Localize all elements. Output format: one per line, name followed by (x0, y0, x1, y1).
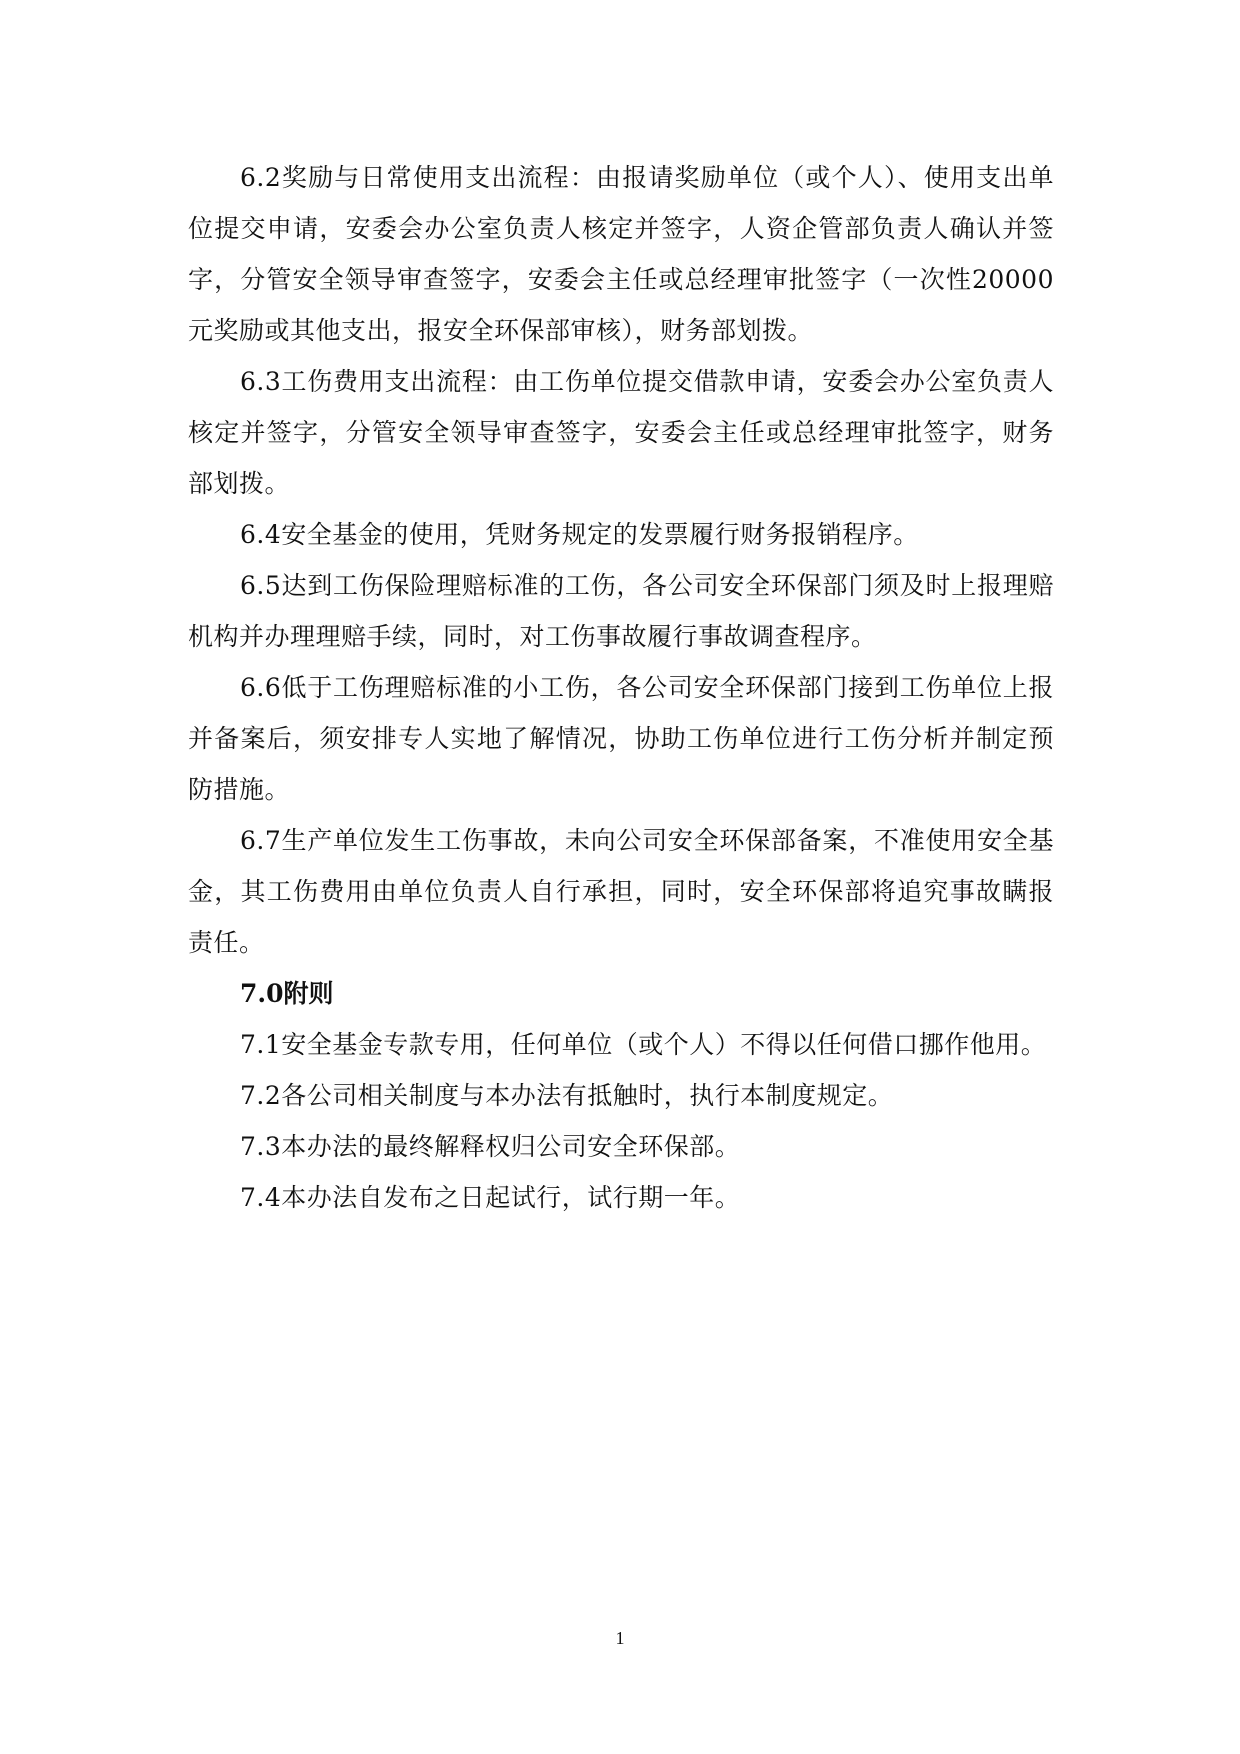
paragraph-7-2: 7.2各公司相关制度与本办法有抵触时，执行本制度规定。 (240, 1081, 894, 1110)
section-7-heading: 7.0附则 (240, 979, 334, 1008)
paragraph-6-6: 6.6低于工伤理赔标准的小工伤，各公司安全环保部门接到工伤单位上报并备案后，须安排专人实地了解情况，协助工伤单位进行工伤分析并制定预防措施。 (188, 673, 1054, 804)
paragraph-6-4: 6.4安全基金的使用，凭财务规定的发票履行财务报销程序。 (240, 520, 919, 549)
paragraph-6-3: 6.3工伤费用支出流程：由工伤单位提交借款申请，安委会办公室负责人核定并签字，分管安全领导审查签字，安委会主任或总经理审批签字，财务部划拨。 (188, 367, 1054, 498)
paragraph-6-7: 6.7生产单位发生工伤事故，未向公司安全环保部备案，不准使用安全基金，其工伤费用由单位负责人自行承担，同时，安全环保部将追究事故瞒报责任。 (188, 826, 1054, 957)
paragraph-6-5: 6.5达到工伤保险理赔标准的工伤，各公司安全环保部门须及时上报理赔机构并办理理赔手续，同时，对工伤事故履行事故调查程序。 (188, 571, 1054, 651)
paragraph-7-1: 7.1安全基金专款专用，任何单位（或个人）不得以任何借口挪作他用。 (240, 1030, 1047, 1059)
page-number: 1 (615, 1628, 625, 1648)
paragraph-7-3: 7.3本办法的最终解释权归公司安全环保部。 (240, 1132, 741, 1161)
document-body (188, 152, 1054, 1223)
paragraph-6-2: 6.2奖励与日常使用支出流程：由报请奖励单位（或个人）、使用支出单位提交申请，安委会办公室负责人核定并签字，人资企管部负责人确认并签字，分管安全领导审查签字，安委会主任或总经理审批签字（一次性20000元奖励或其他支出，报安全环保部审核），财务部划拨。 (188, 163, 1054, 345)
paragraph-7-4: 7.4本办法自发布之日起试行，试行期一年。 (240, 1183, 741, 1212)
